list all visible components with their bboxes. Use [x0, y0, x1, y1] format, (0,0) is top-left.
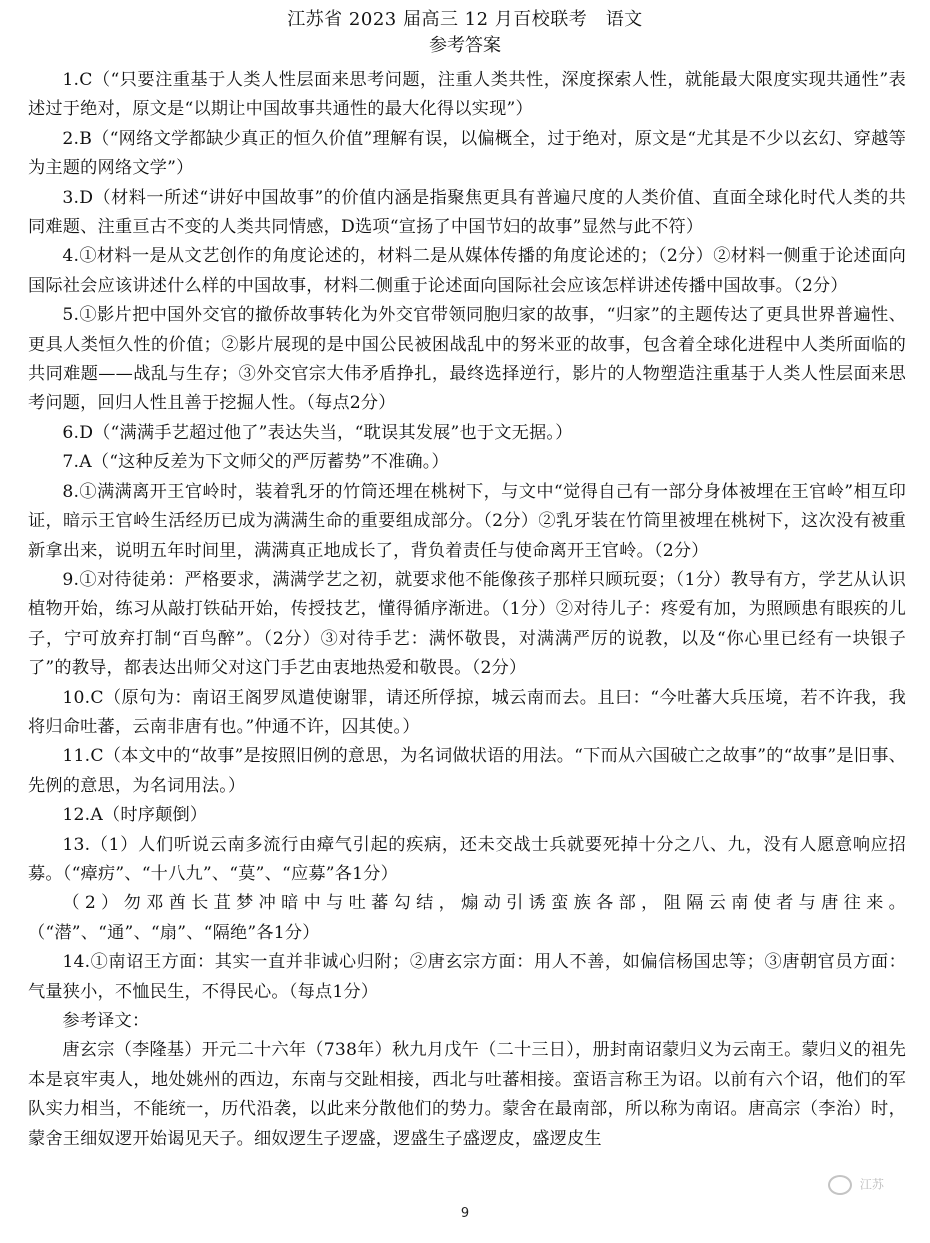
- watermark-logo-icon: [828, 1175, 852, 1195]
- answer-1: 1.C（“只要注重基于人类人性层面来思考问题，注重人类共性，深度探索人性，就能最大限度实现共通性”表述过于绝对，原文是“以期让中国故事共通性的最大化得以实现”）: [28, 70, 906, 120]
- answer-10: 10.C（原句为：南诏王阁罗凤遣使谢罪，请还所俘掠，城云南而去。且曰：“今吐蕃大兵压境，若不许我，我将归命吐蕃，云南非唐有也。”仲通不许，囚其使。）: [28, 687, 906, 737]
- answer-6: 6.D（“满满手艺超过他了”表达失当，“耽误其发展”也于文无据。）: [62, 422, 573, 443]
- answer-9: 9.①对待徒弟：严格要求，满满学艺之初，就要求他不能像孩子那样只顾玩耍；（1分）教导有方，学艺从认识植物开始，练习从敲打铁砧开始，传授技艺，懂得循序渐进。（1分）②对待儿子：疼爱有加，为照顾患有眼疾的儿子，宁可放弃打制“百鸟醉”。（2分）③对待手艺：满怀敬畏，对满满严厉的说教，以及“你心里已经有一块银子了”的教导，都表达出师父对这门手艺由衷地热爱和敬畏。（2分）: [28, 569, 906, 679]
- answer-7: 7.A（“这种反差为下文师父的严厉蓄势”不准确。）: [62, 452, 449, 473]
- answer-2: 2.B（“网络文学都缺少真正的恒久价值”理解有误，以偏概全，过于绝对，原文是“尤其是不少以玄幻、穿越等为主题的网络文学”）: [28, 128, 906, 179]
- answer-5: 5.①影片把中国外交官的撤侨故事转化为外交官带领同胞归家的故事，“归家”的主题传达了更具世界普遍性、更具人类恒久性的价值；②影片展现的是中国公民被困战乱中的努米亚的故事，包含着全球化进程中人类所面临的共同难题——战乱与生存；③外交官宗大伟矛盾挣扎，最终选择逆行，影片的人物塑造注重基于人类人性层面来思考问题，回归人性且善于挖掘人性。（每点2分）: [28, 305, 906, 414]
- answer-4: 4.①材料一是从文艺创作的角度论述的，材料二是从媒体传播的角度论述的；（2分）②材料一侧重于论述面向国际社会应该讲述什么样的中国故事，材料二侧重于论述面向国际社会应该怎样讲述传播中国故事。（2分）: [28, 246, 906, 296]
- translation-text: 唐玄宗（李隆基）开元二十六年（738年）秋九月戊午（二十三日），册封南诏蒙归义为云南王。蒙归义的祖先本是哀牢夷人，地处姚州的西边，东南与交趾相接，西北与吐蕃相接。蛮语言称王为诏。以前有六个诏，他们的军队实力相当，不能统一，历代沿袭，以此来分散他们的势力。蒙舍在最南部，所以称为南诏。唐高宗（李治）时，蒙舍王细奴逻开始谒见天子。细奴逻生子逻盛，逻盛生子盛逻皮，盛逻皮生: [28, 1040, 906, 1149]
- answer-12: 12.A（时序颠倒）: [62, 805, 208, 826]
- answer-13-part-2: （2）勿邓酋长苴梦冲暗中与吐蕃勾结，煽动引诱蛮族各部，阻隔云南使者与唐往来。（“潜”、“通”、“扇”、“隔绝”各1分）: [28, 893, 906, 943]
- watermark-text: 江苏: [859, 1177, 884, 1192]
- watermark: [828, 1175, 924, 1201]
- answers-body: [28, 66, 906, 1154]
- answer-14: 14.①南诏王方面：其实一直并非诚心归附；②唐玄宗方面：用人不善，如偏信杨国忠等；③唐朝官员方面：气量狭小，不恤民生，不得民心。（每点1分）: [28, 952, 906, 1002]
- answer-13-part-1: 13.（1）人们听说云南多流行由瘴气引起的疾病，还未交战士兵就要死掉十分之八、九，没有人愿意响应招募。（“瘴疠”、“十八九”、“莫”、“应募”各1分）: [28, 834, 906, 884]
- answer-8: 8.①满满离开王官岭时，装着乳牙的竹筒还埋在桃树下，与文中“觉得自己有一部分身体被埋在王官岭”相互印证，暗示王官岭生活经历已成为满满生命的重要组成部分。（2分）②乳牙装在竹筒里被埋在桃树下，这次没有被重新拿出来，说明五年时间里，满满真正地成长了，背负着责任与使命离开王官岭。（2分）: [28, 481, 906, 561]
- answer-3: 3.D（材料一所述“讲好中国故事”的价值内涵是指聚焦更具有普遍尺度的人类价值、直面全球化时代人类的共同难题、注重亘古不变的人类共同情感，D选项“宣扬了中国节妇的故事”显然与此不符）: [28, 187, 906, 238]
- translation-heading: 参考译文：: [62, 1011, 150, 1031]
- answer-11: 11.C（本文中的“故事”是按照旧例的意思，为名词做状语的用法。“下而从六国破亡之故事”的“故事”是旧事、先例的意思，为名词用法。）: [28, 746, 906, 796]
- page-title: 江苏省 2023 届高三 12 月百校联考 语文: [287, 9, 643, 30]
- page-number: 9: [460, 1206, 470, 1221]
- page-subtitle: 参考答案: [429, 35, 501, 56]
